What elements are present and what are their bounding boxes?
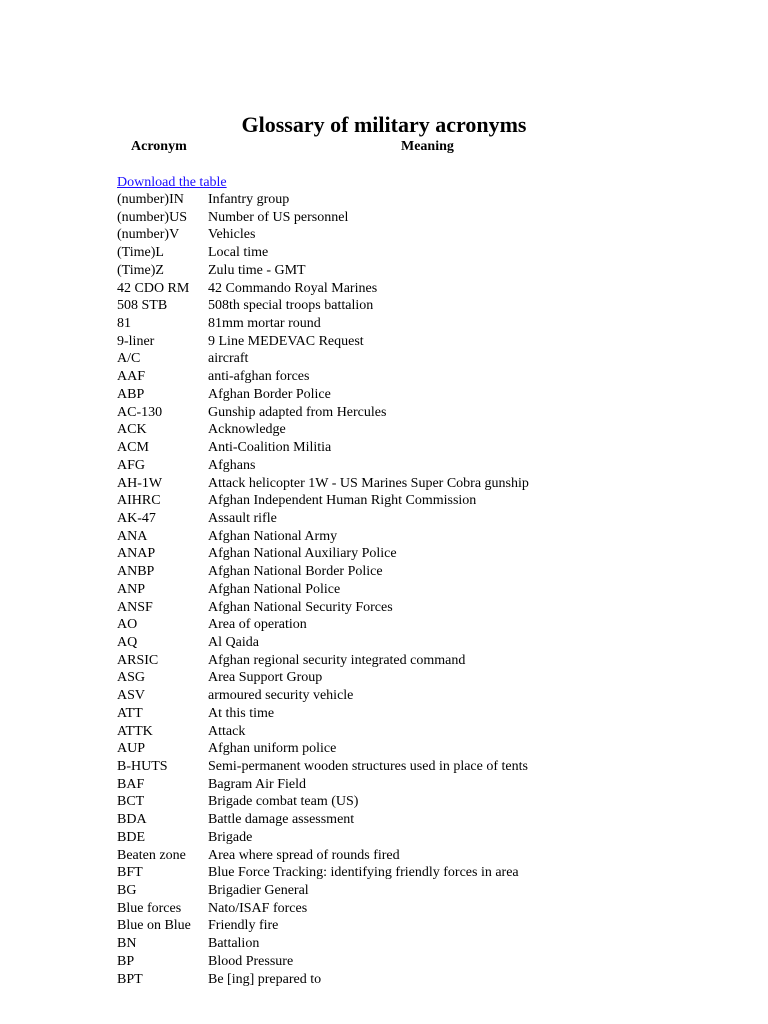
table-row [117, 350, 737, 368]
meaning-cell: Nato/ISAF forces [208, 900, 308, 916]
table-row [117, 793, 737, 811]
acronym-cell: (Time)Z [117, 262, 164, 278]
acronym-cell: BG [117, 883, 137, 899]
column-header-acronym: Acronym [131, 139, 187, 154]
table-row [117, 439, 737, 457]
table-row [117, 315, 737, 333]
acronym-cell: BP [117, 953, 135, 969]
table-row [117, 917, 737, 935]
meaning-cell: Area where spread of rounds fired [208, 847, 400, 863]
table-row [117, 687, 737, 705]
meaning-cell: Acknowledge [208, 422, 286, 438]
meaning-cell: Blood Pressure [208, 953, 294, 969]
table-row [117, 209, 737, 227]
table-row [117, 882, 737, 900]
table-row [117, 864, 737, 882]
meaning-cell: Afghan regional security integrated command [208, 652, 466, 668]
meaning-cell: armoured security vehicle [208, 688, 354, 704]
acronym-cell: BPT [117, 971, 143, 987]
meaning-cell: Anti-Coalition Militia [208, 440, 332, 456]
meaning-cell: Afghan National Auxiliary Police [208, 546, 397, 562]
table-row [117, 705, 737, 723]
table-row [117, 935, 737, 953]
acronym-cell: ACK [117, 422, 147, 438]
meaning-cell: Zulu time - GMT [208, 262, 306, 278]
meaning-cell: Blue Force Tracking: identifying friendly forces in area [208, 865, 519, 881]
table-row [117, 599, 737, 617]
acronym-cell: (number)US [117, 209, 187, 225]
meaning-cell: Afghan uniform police [208, 741, 337, 757]
acronym-cell: Beaten zone [117, 847, 186, 863]
table-row [117, 652, 737, 670]
acronym-cell: B-HUTS [117, 759, 168, 774]
table-row [117, 528, 737, 546]
table-row [117, 581, 737, 599]
meaning-cell: aircraft [208, 351, 249, 367]
table-row [117, 669, 737, 687]
acronym-cell: ACM [117, 440, 149, 456]
meaning-cell: Afghan Independent Human Right Commission [208, 493, 477, 509]
acronym-cell: A/C [117, 351, 141, 367]
meaning-cell: Local time [208, 245, 269, 261]
acronym-cell: BCT [117, 794, 145, 810]
table-row [117, 368, 737, 386]
acronym-cell: ATT [117, 705, 143, 721]
table-row [117, 333, 737, 351]
acronym-cell: 508 STB [117, 298, 168, 314]
table-row [117, 723, 737, 741]
meaning-cell: Afghan National Security Forces [208, 599, 393, 615]
table-row [117, 457, 737, 475]
table-row [117, 244, 737, 262]
acronym-cell: ASG [117, 670, 146, 686]
meaning-cell: Battle damage assessment [208, 812, 355, 828]
table-row [117, 421, 737, 439]
table-row [117, 545, 737, 563]
acronym-cell: AUP [117, 741, 146, 757]
acronym-cell: ATTK [117, 723, 153, 739]
meaning-cell: At this time [208, 705, 275, 721]
acronym-cell: (number)IN [117, 192, 184, 207]
table-row [117, 847, 737, 865]
table-row [117, 510, 737, 528]
table-row [117, 386, 737, 404]
table-row [117, 297, 737, 315]
meaning-cell: Area Support Group [208, 670, 323, 686]
column-header-meaning: Meaning [401, 139, 454, 154]
acronym-cell: AAF [117, 369, 146, 385]
table-row [117, 563, 737, 581]
table-row [117, 829, 737, 847]
table-row [117, 740, 737, 758]
acronym-cell: Blue on Blue [117, 918, 191, 934]
meaning-cell: Afghan National Army [208, 528, 338, 544]
meaning-cell: Be [ing] prepared to [208, 971, 322, 987]
meaning-cell: Infantry group [208, 192, 290, 207]
meaning-cell: Battalion [208, 936, 260, 952]
acronym-cell: BAF [117, 776, 145, 792]
meaning-cell: Afghan National Police [208, 581, 341, 597]
acronym-cell: BDA [117, 812, 147, 828]
acronym-cell: AK-47 [117, 510, 156, 526]
table-row [117, 280, 737, 298]
meaning-cell: Assault rifle [208, 510, 277, 526]
table-row [117, 404, 737, 422]
page-title: Glossary of military acronyms [241, 112, 527, 137]
meaning-cell: Area of operation [208, 617, 307, 633]
acronym-cell: 42 CDO RM [117, 280, 190, 296]
acronym-cell: ASV [117, 688, 146, 704]
acronym-cell: AQ [117, 634, 138, 650]
table-row [117, 971, 737, 989]
acronym-cell: ABP [117, 386, 145, 402]
meaning-cell: Attack [208, 723, 246, 739]
meaning-cell: anti-afghan forces [208, 369, 310, 385]
table-row [117, 262, 737, 280]
table-row [117, 758, 737, 776]
acronym-cell: AO [117, 617, 138, 633]
meaning-cell: 508th special troops battalion [208, 298, 374, 314]
meaning-cell: Brigadier General [208, 883, 309, 899]
acronym-cell: ANBP [117, 564, 155, 580]
table-row [117, 776, 737, 794]
acronym-cell: 81 [117, 316, 131, 332]
meaning-cell: Semi-permanent wooden structures used in place of tents [208, 759, 528, 774]
meaning-cell: Al Qaida [208, 634, 259, 650]
meaning-cell: Brigade [208, 829, 253, 845]
meaning-cell: 9 Line MEDEVAC Request [208, 333, 364, 349]
table-row [117, 475, 737, 493]
meaning-cell: Number of US personnel [208, 209, 349, 225]
meaning-cell: Vehicles [208, 227, 256, 243]
table-row [117, 811, 737, 829]
meaning-cell: Afghans [208, 457, 256, 473]
acronym-cell: AIHRC [117, 493, 161, 509]
meaning-cell: 42 Commando Royal Marines [208, 280, 378, 296]
glossary-table [117, 191, 737, 988]
meaning-cell: Friendly fire [208, 918, 279, 934]
meaning-cell: Brigade combat team (US) [208, 794, 359, 810]
acronym-cell: BN [117, 936, 137, 952]
acronym-cell: AC-130 [117, 404, 163, 420]
meaning-cell: Gunship adapted from Hercules [208, 404, 387, 420]
table-row [117, 953, 737, 971]
download-table-link[interactable]: Download the table [117, 175, 227, 190]
table-row [117, 191, 737, 209]
table-row [117, 616, 737, 634]
table-row [117, 492, 737, 510]
acronym-cell: AH-1W [117, 475, 163, 491]
acronym-cell: ANSF [117, 599, 153, 615]
meaning-cell: Attack helicopter 1W - US Marines Super Cobra gunship [208, 475, 529, 491]
acronym-cell: AFG [117, 457, 146, 473]
acronym-cell: ANAP [117, 546, 156, 562]
acronym-cell: ANP [117, 581, 146, 597]
meaning-cell: Afghan National Border Police [208, 564, 383, 580]
acronym-cell: (Time)L [117, 245, 164, 261]
table-row [117, 226, 737, 244]
acronym-cell: 9-liner [117, 333, 155, 349]
meaning-cell: Afghan Border Police [208, 386, 331, 402]
table-row [117, 634, 737, 652]
table-row [117, 900, 737, 918]
acronym-cell: BFT [117, 865, 143, 881]
acronym-cell: BDE [117, 829, 145, 845]
meaning-cell: 81mm mortar round [208, 316, 321, 332]
acronym-cell: (number)V [117, 227, 180, 243]
acronym-cell: ANA [117, 528, 148, 544]
meaning-cell: Bagram Air Field [208, 776, 306, 792]
acronym-cell: ARSIC [117, 652, 159, 668]
acronym-cell: Blue forces [117, 900, 182, 916]
